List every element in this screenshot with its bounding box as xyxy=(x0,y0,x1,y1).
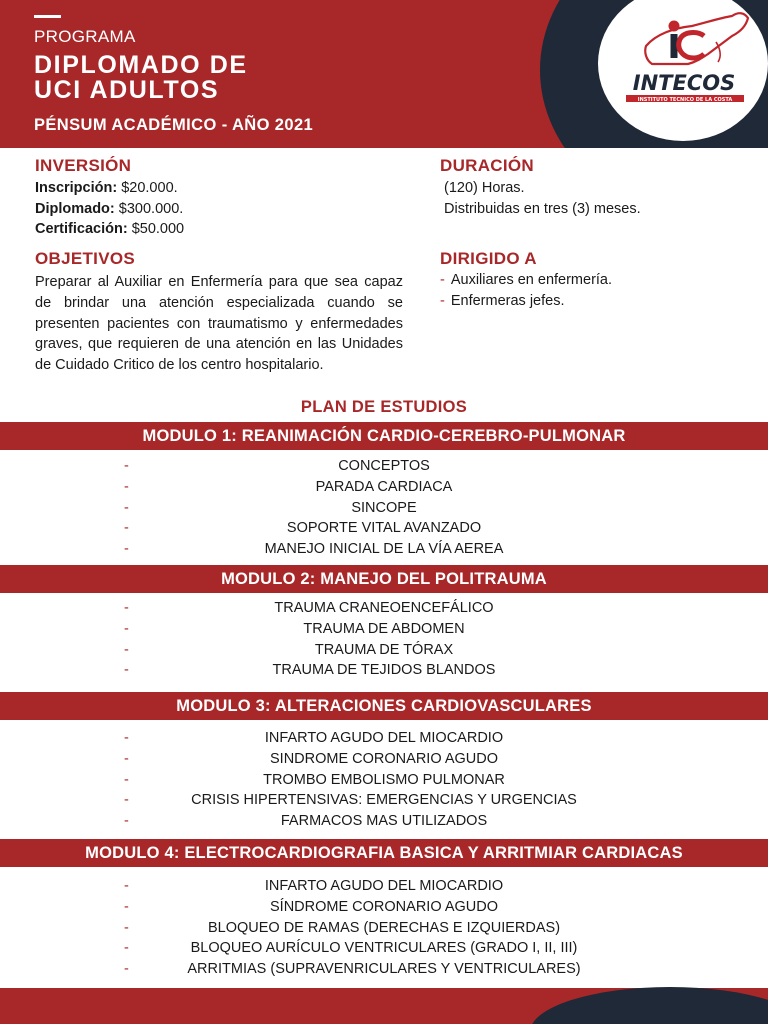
module-4-list xyxy=(0,876,768,980)
duracion-months: Distribuidas en tres (3) meses. xyxy=(444,201,641,217)
module-item xyxy=(0,770,768,791)
dirigido-item-text: Enfermeras jefes. xyxy=(450,293,565,309)
duracion-hours: (120) Horas. xyxy=(444,180,525,196)
dash-marker: - xyxy=(124,620,129,637)
module-item xyxy=(0,640,768,661)
dash-marker: - xyxy=(124,541,129,558)
dirigido-item xyxy=(440,272,612,288)
header-dash xyxy=(34,15,61,18)
dash-marker: - xyxy=(124,499,129,516)
module-item xyxy=(0,918,768,939)
logo-wordmark: INTECOS xyxy=(632,71,736,95)
dash-marker: - xyxy=(124,771,129,788)
module-item-text: SINDROME CORONARIO AGUDO xyxy=(270,750,498,767)
module-item-text: PARADA CARDIACA xyxy=(315,478,453,495)
dash-marker: - xyxy=(124,813,129,830)
dash-marker: - xyxy=(440,293,445,309)
inversion-label: Inscripción: xyxy=(35,180,118,196)
module-item-text: TRAUMA DE TEJIDOS BLANDOS xyxy=(272,662,496,679)
program-subtitle: PÉNSUM ACADÉMICO - AÑO 2021 xyxy=(34,116,314,134)
module-item-text: BLOQUEO AURÍCULO VENTRICULARES (GRADO I, II, III) xyxy=(190,940,578,957)
module-2-band: MODULO 2: MANEJO DEL POLITRAUMA xyxy=(0,565,768,593)
module-item-text: TRAUMA DE TÓRAX xyxy=(314,641,454,658)
module-item xyxy=(0,660,768,681)
module-item-text: CONCEPTOS xyxy=(338,458,430,474)
module-item-text: INFARTO AGUDO DEL MIOCARDIO xyxy=(264,730,504,746)
module-item-text: TRAUMA DE ABDOMEN xyxy=(303,620,465,637)
intecos-logo xyxy=(612,6,756,110)
module-item xyxy=(0,598,768,619)
program-title-line-2: UCI ADULTOS xyxy=(34,76,220,104)
module-item xyxy=(0,897,768,918)
module-3-band: MODULO 3: ALTERACIONES CARDIOVASCULARES xyxy=(0,692,768,720)
inversion-row-certificacion xyxy=(35,221,184,237)
module-item xyxy=(0,477,768,498)
module-item xyxy=(0,938,768,959)
module-3-list xyxy=(0,728,768,832)
dash-marker: - xyxy=(124,520,129,537)
dash-marker: - xyxy=(124,478,129,495)
duracion-heading: DURACIÓN xyxy=(440,156,535,175)
module-item xyxy=(0,749,768,770)
module-item-text: TRAUMA CRANEOENCEFÁLICO xyxy=(274,600,494,616)
objetivos-heading: OBJETIVOS xyxy=(35,249,136,268)
dash-marker: - xyxy=(124,919,129,936)
module-4-band: MODULO 4: ELECTROCARDIOGRAFIA BASICA Y ARRITMIAR CARDIACAS xyxy=(0,839,768,867)
module-item-text: MANEJO INICIAL DE LA VÍA AEREA xyxy=(264,541,504,558)
module-item-text: SÍNDROME CORONARIO AGUDO xyxy=(270,898,498,915)
module-item xyxy=(0,959,768,980)
dash-marker: - xyxy=(440,272,445,288)
inversion-label: Diplomado: xyxy=(35,201,115,217)
inversion-row-inscripcion xyxy=(35,180,178,196)
module-item-text: INFARTO AGUDO DEL MIOCARDIO xyxy=(264,878,504,894)
dash-marker: - xyxy=(124,750,129,767)
dash-marker: - xyxy=(124,792,129,809)
module-item xyxy=(0,811,768,832)
module-item xyxy=(0,728,768,749)
inversion-row-diplomado xyxy=(35,201,183,217)
dash-marker: - xyxy=(124,641,129,658)
inversion-label: Certificación: xyxy=(35,221,128,237)
module-1-band: MODULO 1: REANIMACIÓN CARDIO-CEREBRO-PULMONAR xyxy=(0,422,768,450)
inversion-value: $50.000 xyxy=(127,221,185,237)
plan-title: PLAN DE ESTUDIOS xyxy=(300,398,468,416)
inversion-value: $300.000. xyxy=(114,201,184,217)
logo-tagline: INSTITUTO TECNICO DE LA COSTA xyxy=(637,97,733,103)
objetivos-text: Preparar al Auxiliar en Enfermería para que sea capaz de brindar una atención especializada cuando se presenten pacientes con traumatismo y enfermedades graves, que requieren de una atención en las Unidades de Cuidado Critico de los centro hospitalario. xyxy=(35,274,403,374)
dash-marker: - xyxy=(124,878,129,894)
header-band xyxy=(0,0,768,148)
module-item xyxy=(0,790,768,811)
module-item xyxy=(0,876,768,897)
module-item-text: BLOQUEO DE RAMAS (DERECHAS E IZQUIERDAS) xyxy=(207,919,561,936)
module-item-text: ARRITMIAS (SUPRAVENRICULARES Y VENTRICULARES) xyxy=(187,961,581,978)
module-item xyxy=(0,539,768,560)
module-item-text: TROMBO EMBOLISMO PULMONAR xyxy=(263,771,505,788)
dash-marker: - xyxy=(124,940,129,957)
dirigido-heading: DIRIGIDO A xyxy=(440,249,537,268)
dirigido-item-text: Auxiliares en enfermería. xyxy=(450,272,613,288)
program-title-line-1: DIPLOMADO DE xyxy=(34,51,248,79)
dash-marker: - xyxy=(124,898,129,915)
module-1-list xyxy=(0,456,768,560)
dash-marker: - xyxy=(124,730,129,746)
dash-marker: - xyxy=(124,961,129,978)
module-item xyxy=(0,456,768,477)
module-item xyxy=(0,518,768,539)
inversion-heading: INVERSIÓN xyxy=(35,156,132,175)
module-item xyxy=(0,498,768,519)
module-2-list xyxy=(0,598,768,681)
dash-marker: - xyxy=(124,458,129,474)
module-item-text: CRISIS HIPERTENSIVAS: EMERGENCIAS Y URGENCIAS xyxy=(191,792,577,809)
program-kicker: PROGRAMA xyxy=(34,27,136,46)
dirigido-item xyxy=(440,293,564,309)
module-item-text: SINCOPE xyxy=(351,499,417,516)
module-item xyxy=(0,619,768,640)
module-item-text: SOPORTE VITAL AVANZADO xyxy=(286,520,482,537)
program-title xyxy=(34,53,248,103)
dash-marker: - xyxy=(124,600,129,616)
dash-marker: - xyxy=(124,662,129,679)
module-item-text: FARMACOS MAS UTILIZADOS xyxy=(280,813,488,830)
inversion-value: $20.000. xyxy=(117,180,178,196)
